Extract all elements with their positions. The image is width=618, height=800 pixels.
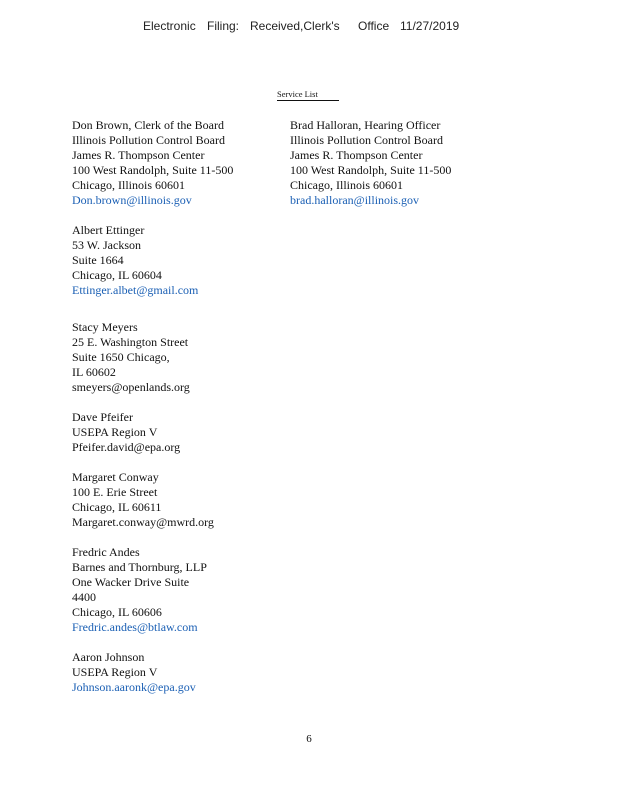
contact-line: 100 E. Erie Street	[72, 485, 158, 499]
contact-line: Illinois Pollution Control Board	[72, 133, 226, 147]
contact-line: Suite 1650 Chicago,	[72, 350, 170, 364]
contact-line: IL 60602	[72, 365, 116, 379]
contact-line: Aaron Johnson	[72, 650, 145, 664]
contact-block	[72, 223, 198, 298]
contact-line: USEPA Region V	[72, 665, 158, 679]
email-link[interactable]: brad.halloran@illinois.gov	[290, 193, 420, 207]
contact-line: One Wacker Drive Suite	[72, 575, 190, 589]
contact-line: 53 W. Jackson	[72, 238, 141, 252]
contact-line: Suite 1664	[72, 253, 124, 267]
contact-block	[290, 118, 460, 208]
email-link[interactable]: Ettinger.albet@gmail.com	[72, 283, 199, 297]
contact-line: 100 West Randolph, Suite 11-500	[290, 163, 452, 177]
contact-line: James R. Thompson Center	[290, 148, 423, 162]
contact-line: Margaret.conway@mwrd.org	[72, 515, 214, 529]
contact-line: Fredric Andes	[72, 545, 140, 559]
contact-line: Pfeifer.david@epa.org	[72, 440, 181, 454]
contact-line: Chicago, IL 60606	[72, 605, 162, 619]
contact-line: Illinois Pollution Control Board	[290, 133, 444, 147]
header-office: Office	[358, 19, 390, 33]
contact-line: James R. Thompson Center	[72, 148, 205, 162]
email-link[interactable]: Johnson.aaronk@epa.gov	[72, 680, 196, 694]
contact-line: Stacy Meyers	[72, 320, 138, 334]
contact-line: smeyers@openlands.org	[72, 380, 190, 394]
header-electronic: Electronic	[143, 19, 196, 33]
contact-line: 100 West Randolph, Suite 11-500	[72, 163, 234, 177]
contact-line: Chicago, IL 60604	[72, 268, 162, 282]
email-link[interactable]: Don.brown@illinois.gov	[72, 193, 192, 207]
contact-line: 25 E. Washington Street	[72, 335, 189, 349]
contact-block	[72, 650, 196, 695]
email-link[interactable]: Fredric.andes@btlaw.com	[72, 620, 198, 634]
filing-header	[0, 19, 618, 37]
page-number: 6	[306, 733, 312, 745]
contact-line: 4400	[72, 590, 96, 604]
page-title: Service List	[277, 89, 339, 101]
header-received: Received,Clerk's	[250, 19, 340, 33]
contact-line: Dave Pfeifer	[72, 410, 133, 424]
header-filing: Filing:	[207, 19, 240, 33]
contact-block	[72, 470, 214, 530]
contact-line: Albert Ettinger	[72, 223, 145, 237]
contact-line: USEPA Region V	[72, 425, 158, 439]
contact-line: Chicago, Illinois 60601	[290, 178, 403, 192]
contact-block	[72, 118, 233, 208]
contact-block	[72, 320, 190, 395]
contact-block	[72, 545, 207, 635]
contact-line: Chicago, Illinois 60601	[72, 178, 185, 192]
contact-line: Chicago, IL 60611	[72, 500, 162, 514]
contact-line: Don Brown, Clerk of the Board	[72, 118, 224, 132]
header-date: 11/27/2019	[400, 19, 460, 33]
contact-line: Brad Halloran, Hearing Officer	[290, 118, 441, 132]
contact-block	[72, 410, 180, 455]
contact-line: Barnes and Thornburg, LLP	[72, 560, 207, 574]
contact-line: Margaret Conway	[72, 470, 159, 484]
